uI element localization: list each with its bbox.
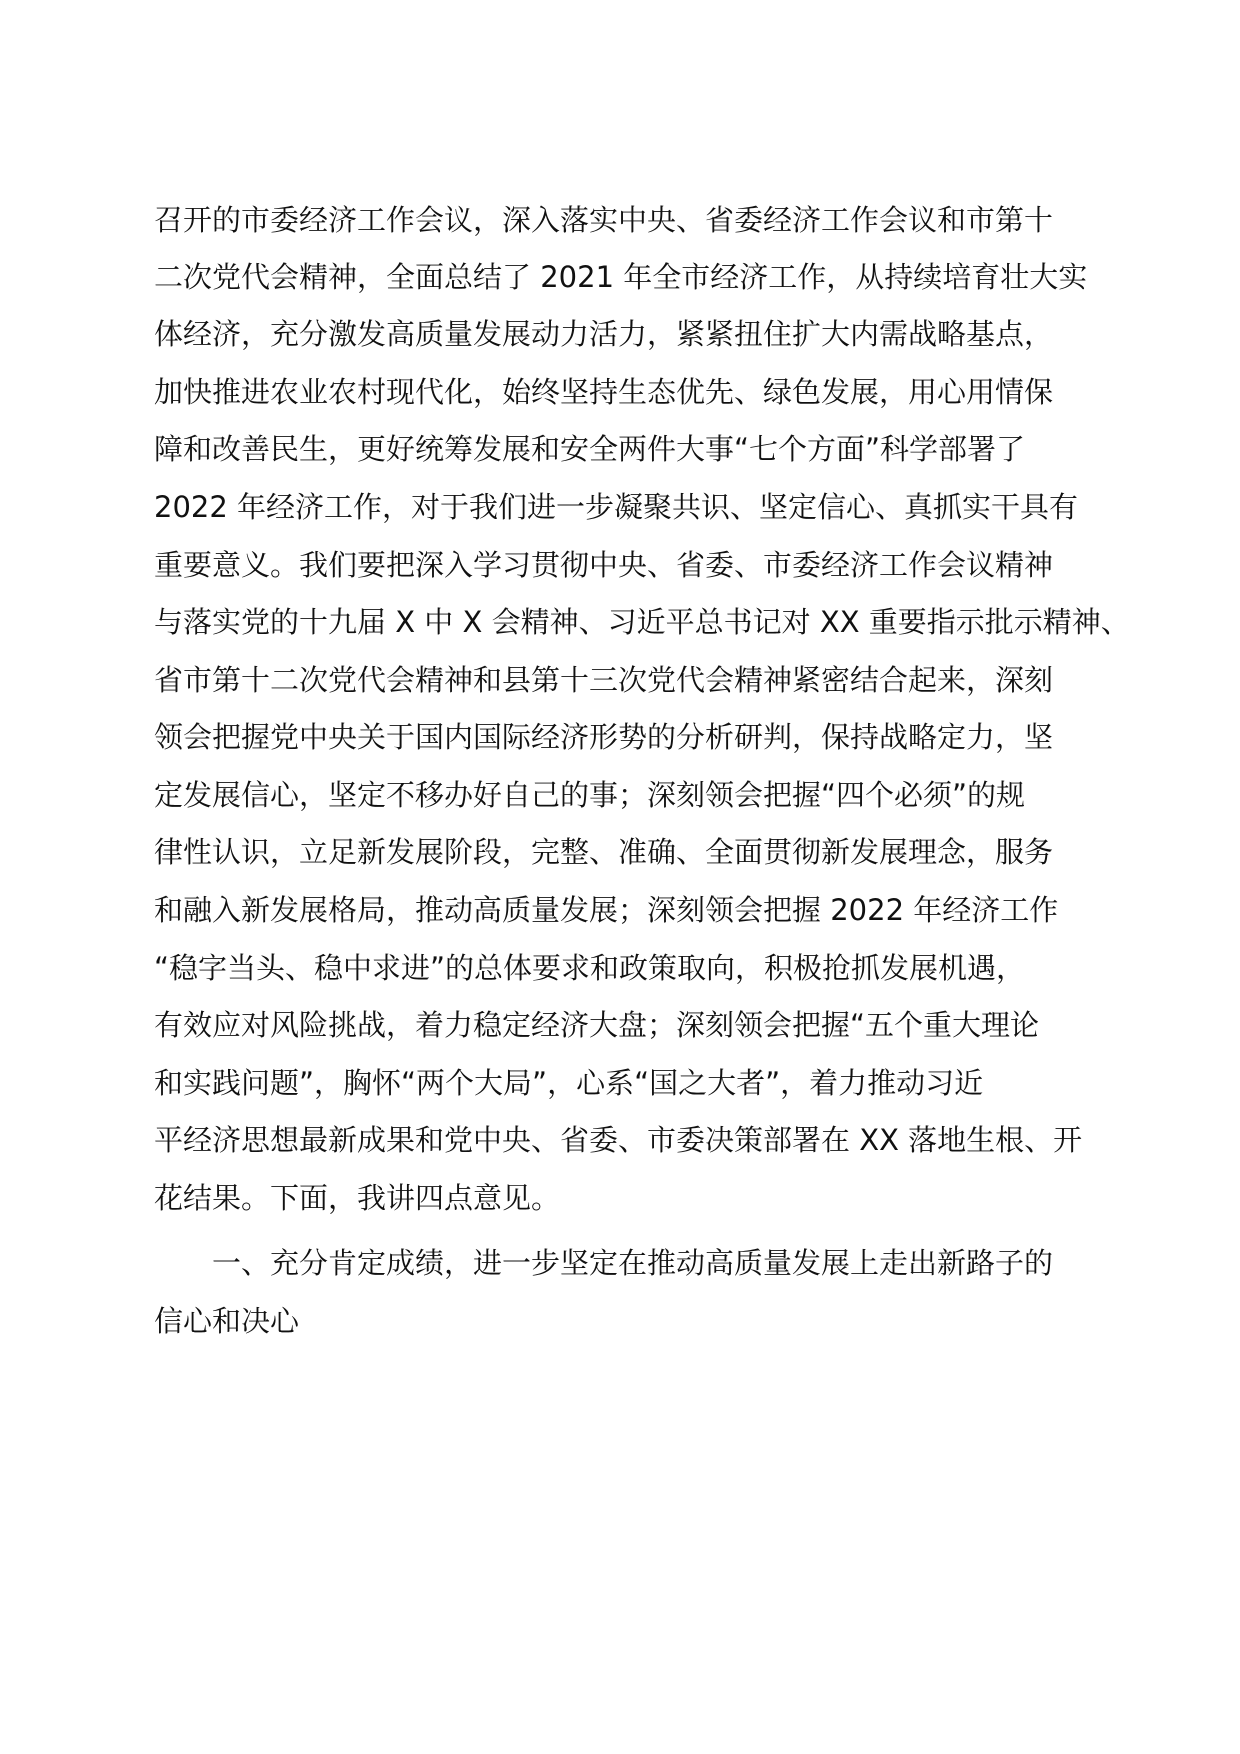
body-text-line-13: 和融入新发展格局，推动高质量发展；深刻领会把握 2022 年经济工作 bbox=[154, 893, 1059, 927]
body-text-line-1: 召开的市委经济工作会议，深入落实中央、省委经济工作会议和市第十 bbox=[154, 203, 1054, 237]
body-text-line-2: 二次党代会精神，全面总结了 2021 年全市经济工作，从持续培育壮大实 bbox=[154, 260, 1088, 294]
body-text-line-7: 重要意义。我们要把深入学习贯彻中央、省委、市委经济工作会议精神 bbox=[154, 548, 1054, 582]
body-text-line-4: 加快推进农业农村现代化，始终坚持生态优先、绿色发展，用心用情保 bbox=[154, 375, 1054, 409]
body-text-line-11: 定发展信心，坚定不移办好自己的事；深刻领会把握“四个必须”的规 bbox=[154, 778, 1026, 812]
body-text-line-3: 体经济，充分激发高质量发展动力活力，紧紧扭住扩大内需战略基点， bbox=[154, 317, 1054, 351]
body-text-line-5: 障和改善民生，更好统筹发展和安全两件大事“七个方面”科学部署了 bbox=[154, 432, 1026, 466]
body-text-line-14: “稳字当头、稳中求进”的总体要求和政策取向，积极抢抓发展机遇， bbox=[154, 951, 1026, 985]
body-text-line-16: 和实践问题”，胸怀“两个大局”，心系“国之大者”，着力推动习近 bbox=[154, 1066, 984, 1100]
body-text-line-8: 与落实党的十九届 X 中 X 会精神、习近平总书记对 XX 重要指示批示精神、 bbox=[154, 605, 1130, 639]
body-text-line-18: 花结果。下面，我讲四点意见。 bbox=[154, 1181, 561, 1215]
body-text-line-15: 有效应对风险挑战，着力稳定经济大盘；深刻领会把握“五个重大理论 bbox=[154, 1008, 1040, 1042]
body-text-line-6: 2022 年经济工作，对于我们进一步凝聚共识、坚定信心、真抓实干具有 bbox=[154, 490, 1079, 524]
body-text-line-17: 平经济思想最新成果和党中央、省委、市委决策部署在 XX 落地生根、开 bbox=[154, 1123, 1083, 1157]
body-text-line-10: 领会把握党中央关于国内国际经济形势的分析研判，保持战略定力，坚 bbox=[154, 720, 1054, 754]
body-text-line-12: 律性认识，立足新发展阶段，完整、准确、全面贯彻新发展理念，服务 bbox=[154, 835, 1054, 869]
section-heading-line-1: 一、充分肯定成绩，进一步坚定在推动高质量发展上走出新路子的 bbox=[212, 1246, 1054, 1280]
section-heading-line-2: 信心和决心 bbox=[154, 1304, 300, 1338]
body-text-line-9: 省市第十二次党代会精神和县第十三次党代会精神紧密结合起来，深刻 bbox=[154, 663, 1054, 697]
